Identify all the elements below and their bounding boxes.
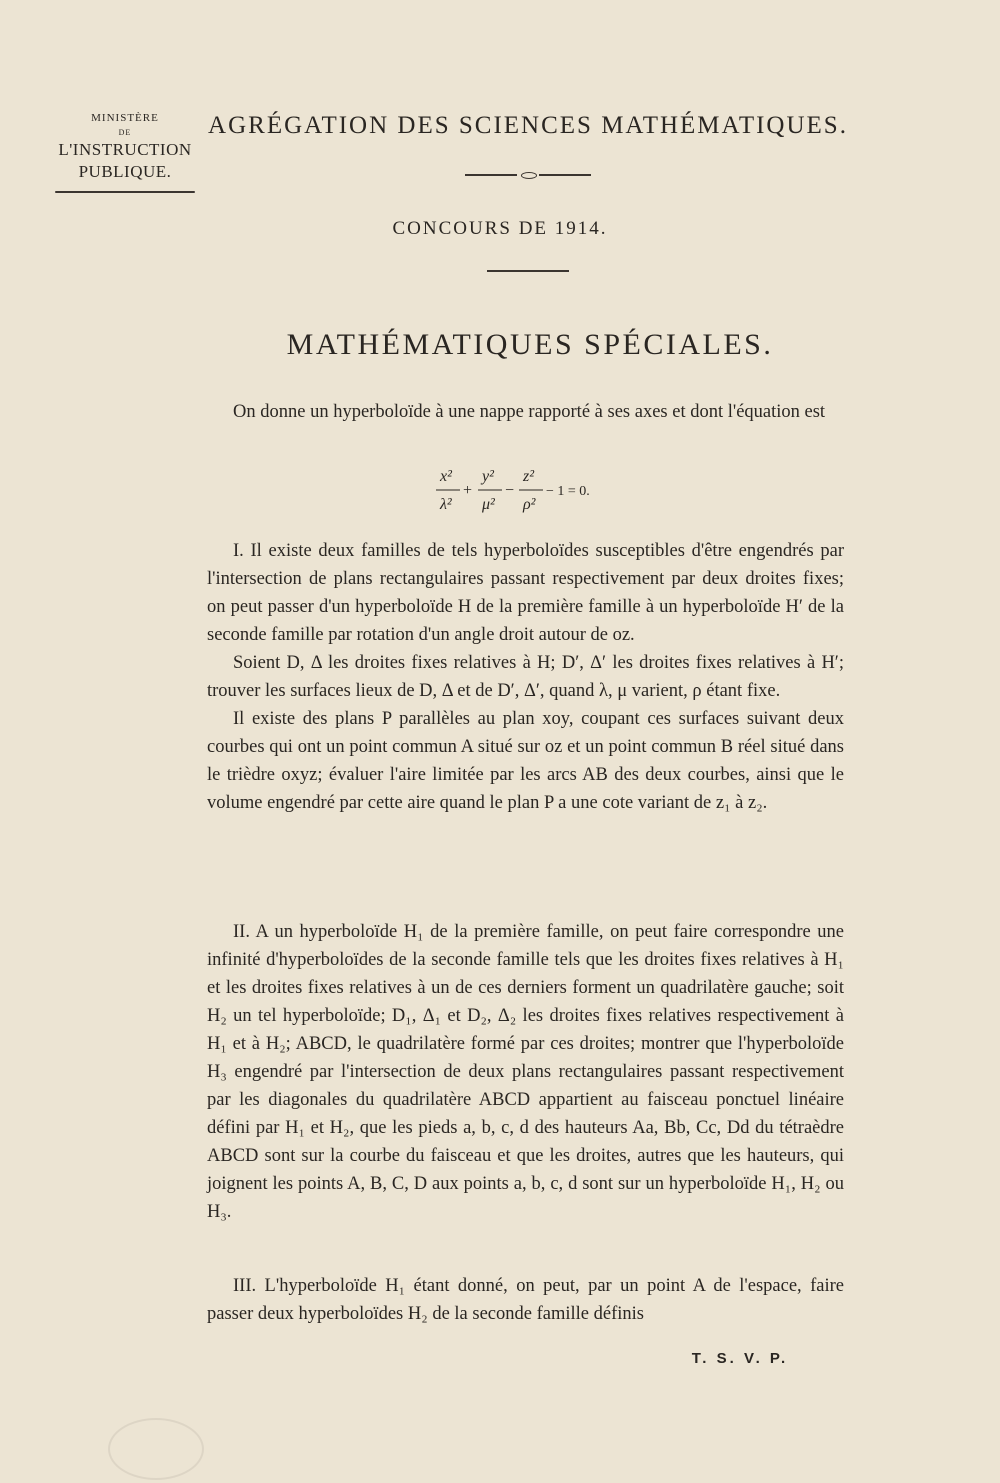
paragraph-2: Soient D, Δ les droites fixes relatives à H; D′, Δ′ les droites fixes relatives à H′; trouver les surfaces lieux de D, Δ et de D′, Δ′, quand λ, μ varient, ρ étant fixe.: [207, 653, 844, 701]
ministry-block: [40, 112, 210, 193]
ministry-line-1: MINISTÈRE: [91, 112, 159, 124]
eq-den-3: ρ²: [523, 496, 536, 513]
turn-page-note: T. S. V. P.: [691, 1350, 789, 1367]
paragraph-4: II. A un hyperboloïde H₁ de la première famille, on peut faire correspondre une infinité d'hyperboloïdes de la seconde famille tels que les droites fixes relatives à H₁ et les droites fixes relatives à un de ces derniers forment un quadrilatère gauche; soit H₂ un tel hyperboloïde; D₁, Δ₁ et D₂, Δ₂ les droites fixes relatives respectivement à H₁ et à H₂; ABCD, le quadrilatère formé par ces droites; montrer que l'hyperboloïde H₃ engendré par l'intersection de deux plans rectangulaires passant respectivement par les diagonales du quadrilatère ABCD appartient au faisceau ponctuel linéaire défini par H₁ et H₂, que les pieds a, b, c, d des hauteurs Aa, Bb, Cc, Dd du tétraèdre ABCD sont sur la courbe du faisceau et que les droites, autres que les hauteurs, qui joignent les points A, B, C, D aux points a, b, c, d sont sur un hyperboloïde H₁, H₂ ou H₃.: [207, 922, 844, 1222]
ministry-line-2: DE: [118, 128, 132, 138]
library-stamp: [108, 1418, 204, 1480]
contest-rule: [487, 270, 569, 272]
intro-paragraph: [207, 398, 844, 426]
eq-den-2: μ²: [482, 496, 495, 513]
ministry-rule: [55, 191, 195, 193]
intro-text: On donne un hyperboloïde à une nappe rapporté à ses axes et dont l'équation est: [233, 402, 826, 422]
svg-text:−: −: [505, 482, 515, 499]
eq-num-1: x²: [440, 468, 452, 485]
part-three: [207, 1272, 844, 1328]
title-ornament: [465, 172, 591, 178]
exam-title: AGRÉGATION DES SCIENCES MATHÉMATIQUES.: [208, 112, 848, 139]
eq-num-3: z²: [523, 468, 535, 485]
eq-tail: − 1 = 0.: [546, 484, 590, 499]
paragraph-5: III. L'hyperboloïde H₁ étant donné, on peut, par un point A de l'espace, faire passer deux hyperboloïdes H₂ de la seconde famille définis: [207, 1276, 844, 1324]
ministry-line-3: L'INSTRUCTION: [58, 139, 192, 159]
equation: [430, 464, 690, 520]
subject-title: MATHÉMATIQUES SPÉCIALES.: [286, 328, 774, 361]
part-two: [207, 918, 844, 1226]
ministry-line-4: PUBLIQUE.: [78, 162, 172, 182]
paragraph-3: Il existe des plans P parallèles au plan xoy, coupant ces surfaces suivant deux courbes qui ont un point commun A situé sur oz et un point commun B réel situé dans le trièdre oxyz; évaluer l'aire limitée par les arcs AB des deux courbes, ainsi que le volume engendré par cette aire quand le plan P a une cote variant de z₁ à z₂.: [207, 709, 844, 813]
paragraph-1: I. Il existe deux familles de tels hyperboloïdes susceptibles d'être engendrés par l'intersection de plans rectangulaires passant respectivement par deux droites fixes; on peut passer d'un hyperboloïde H de la première famille à un hyperboloïde H′ de la seconde famille par rotation d'un angle droit autour de oz.: [207, 541, 844, 645]
eq-num-2: y²: [482, 468, 494, 485]
contest-year: CONCOURS DE 1914.: [392, 218, 608, 239]
part-one: [207, 537, 844, 817]
svg-text:+: +: [463, 482, 473, 499]
eq-den-1: λ²: [440, 496, 452, 513]
